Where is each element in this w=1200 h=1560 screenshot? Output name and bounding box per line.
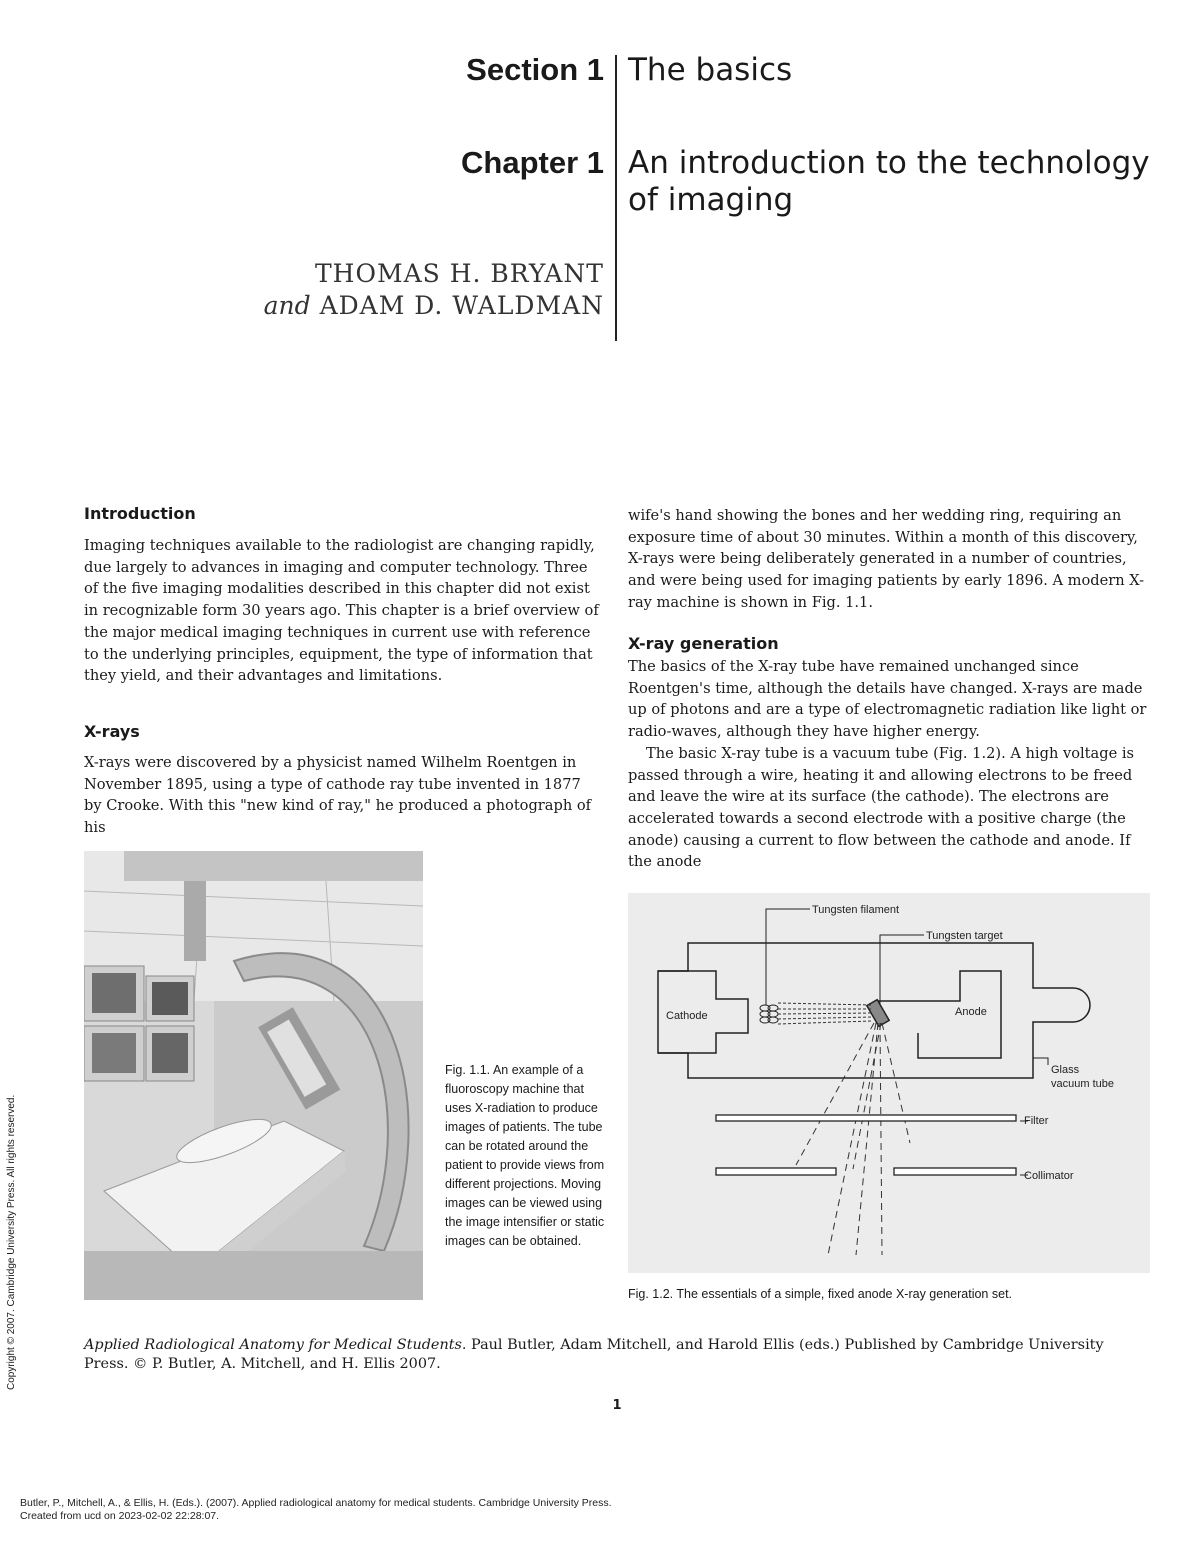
book-footnote bbox=[84, 1336, 1134, 1374]
figure-1-caption: Fig. 1.1. An example of a fluoroscopy machine that uses X-radiation to produce images of patients. The tube can be rotated around the patient to provide views from different projections. Moving images can be viewed using the image intensifier or static images can be obtained. bbox=[445, 1063, 605, 1248]
generation-paragraph-1: The basics of the X-ray tube have remained unchanged since Roentgen's time, although the details have changed. X-rays are made up of photons and are a type of electromagnetic radiation like light or radio-waves, although they have higher energy. bbox=[628, 658, 1147, 741]
header-divider bbox=[615, 55, 617, 341]
label-tungsten-target: Tungsten target bbox=[926, 930, 1003, 942]
chapter-title bbox=[628, 145, 1150, 219]
author-2: ADAM D. WALDMAN bbox=[319, 291, 604, 320]
author-and: and bbox=[263, 291, 311, 320]
citation-line-1: Butler, P., Mitchell, A., & Ellis, H. (Eds.). (2007). Applied radiological anatomy for medical students. Cambridge University Press. bbox=[20, 1497, 612, 1509]
xrays-paragraph: X-rays were discovered by a physicist named Wilhelm Roentgen in November 1895, using a type of cathode ray tube invented in 1877 by Crooke. With this "new kind of ray," he produced a photograph of his bbox=[84, 754, 592, 837]
section-label: Section 1 bbox=[466, 52, 604, 87]
label-glass: Glass bbox=[1051, 1064, 1080, 1076]
section-title: The basics bbox=[628, 52, 793, 88]
continued-paragraph: wife's hand showing the bones and her wedding ring, requiring an exposure time of about 30 minutes. Within a month of this discovery, X-rays were being deliberately generated in a number of countries, and were being used for imaging patients by early 1896. A modern X-ray machine is shown in Fig. 1.1. bbox=[628, 507, 1145, 611]
authors bbox=[264, 258, 604, 322]
figure-2-caption: Fig. 1.2. The essentials of a simple, fixed anode X-ray generation set. bbox=[628, 1287, 1013, 1301]
page-number: 1 bbox=[612, 1398, 622, 1413]
label-anode: Anode bbox=[955, 1006, 987, 1018]
chapter-label: Chapter 1 bbox=[461, 145, 604, 180]
label-collimator: Collimator bbox=[1024, 1170, 1074, 1182]
intro-paragraph: Imaging techniques available to the radiologist are changing rapidly, due largely to advances in imaging and computer technology. Three of the five imaging modalities described in this chapter did not exist in recognizable form 30 years ago. This chapter is a brief overview of the major medical imaging techniques in current use with reference to the underlying principles, equipment, the type of information that they yield, and their advantages and limitations. bbox=[84, 537, 599, 685]
side-copyright: Copyright © 2007. Cambridge University Press. All rights reserved. bbox=[6, 1094, 17, 1390]
label-cathode: Cathode bbox=[666, 1010, 708, 1022]
author-2-line bbox=[264, 290, 604, 322]
generation-paragraph-2: The basic X-ray tube is a vacuum tube (Fig. 1.2). A high voltage is passed through a wire, heating it and allowing electrons to be freed and leave the wire at its surface (the cathode). The electrons are accelerated towards a second electrode with a positive charge (the anode) causing a current to flow between the cathode and anode. If the anode bbox=[628, 744, 1135, 871]
chapter-title-line2: of imaging bbox=[628, 182, 794, 218]
intro-heading: Introduction bbox=[84, 504, 196, 523]
citation-footer bbox=[20, 1497, 612, 1523]
xrays-heading: X-rays bbox=[84, 722, 140, 741]
label-tungsten-filament: Tungsten filament bbox=[812, 904, 900, 916]
xray-tube-diagram bbox=[628, 893, 1150, 1273]
chapter-title-line1: An introduction to the technology bbox=[628, 145, 1150, 181]
book-title: Applied Radiological Anatomy for Medical Students bbox=[84, 1337, 462, 1353]
generation-text bbox=[628, 656, 1148, 873]
author-1: THOMAS H. BRYANT bbox=[315, 259, 604, 288]
citation-line-2: Created from ucd on 2023-02-02 22:28:07. bbox=[20, 1510, 220, 1522]
label-filter: Filter bbox=[1024, 1115, 1049, 1127]
fluoroscopy-photo bbox=[84, 851, 423, 1300]
generation-heading: X-ray generation bbox=[628, 634, 779, 653]
book-credits: . Paul Butler, Adam Mitchell, and Harold Ellis (eds.) Published by Cambridge University Press. © P. Butler, A. Mitchell, and H. Ellis 2007. bbox=[84, 1337, 1104, 1372]
label-vacuum-tube: vacuum tube bbox=[1051, 1078, 1114, 1090]
